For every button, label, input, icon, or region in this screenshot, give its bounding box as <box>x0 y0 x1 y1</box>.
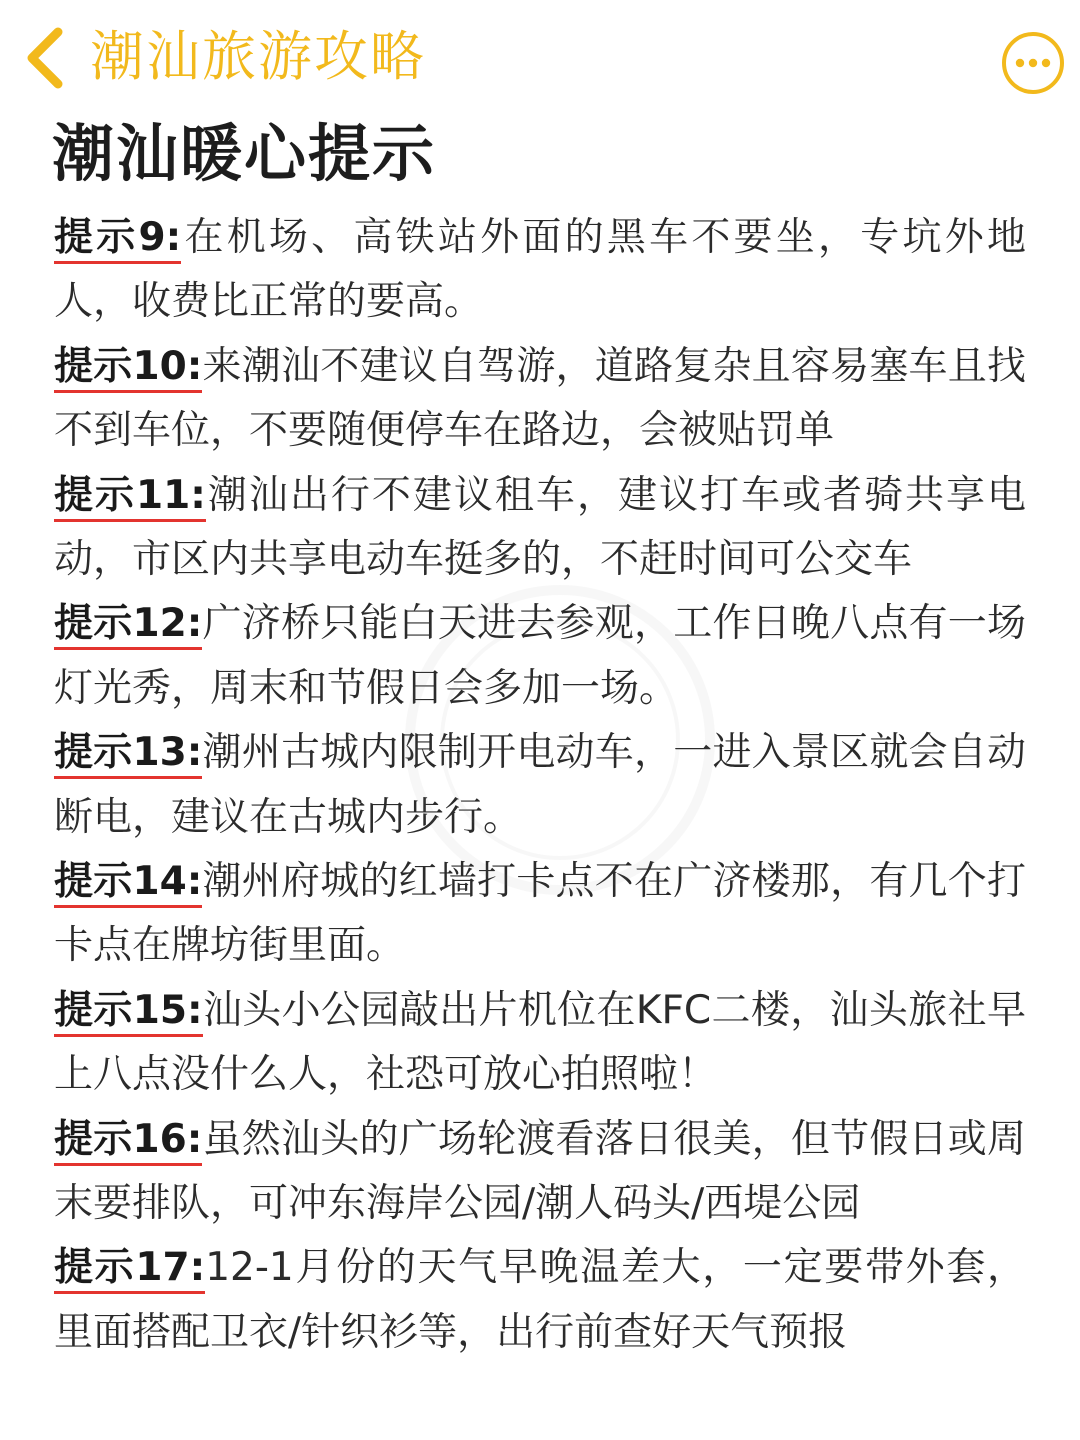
page-title: 潮汕暖心提示 <box>52 117 437 190</box>
tip-item <box>54 721 1026 850</box>
chevron-left-icon[interactable] <box>18 22 70 94</box>
tip-label: 提示11: <box>54 473 206 522</box>
tip-item <box>54 1236 1026 1365</box>
tip-label: 提示17: <box>54 1245 205 1294</box>
tip-text: 潮州府城的红墙打卡点不在广济楼那，有几个打卡点在牌坊街里面。 <box>54 858 1026 969</box>
tip-label: 提示15: <box>54 988 203 1037</box>
tip-item <box>54 1108 1026 1237</box>
header-title: 潮汕旅游攻略 <box>90 25 426 88</box>
tip-label: 提示10: <box>54 344 202 393</box>
tip-label: 提示12: <box>54 601 202 650</box>
more-horizontal-icon[interactable] <box>1000 30 1066 96</box>
tip-text: 来潮汕不建议自驾游，道路复杂且容易塞车且找不到车位，不要随便停车在路边，会被贴罚单 <box>54 343 1026 454</box>
tip-text: 潮汕出行不建议租车，建议打车或者骑共享电动，市区内共享电动车挺多的，不赶时间可公交车 <box>54 472 1026 582</box>
top-bar <box>0 0 1080 115</box>
tip-item <box>54 335 1026 464</box>
tips-list <box>54 206 1026 1365</box>
tip-item <box>54 206 1026 335</box>
tip-label: 提示14: <box>54 859 202 908</box>
tip-label: 提示13: <box>54 730 202 779</box>
tip-text: 在机场、高铁站外面的黑车不要坐，专坑外地人，收费比正常的要高。 <box>54 215 1026 325</box>
tip-item <box>54 592 1026 721</box>
tip-text: 潮州古城内限制开电动车，一进入景区就会自动断电，建议在古城内步行。 <box>54 730 1026 840</box>
tip-text: 12-1月份的天气早晚温差大，一定要带外套，里面搭配卫衣/针织衫等，出行前查好天气预报 <box>54 1245 1026 1355</box>
tip-item <box>54 979 1026 1108</box>
tip-item <box>54 464 1026 593</box>
tip-text: 广济桥只能白天进去参观，工作日晚八点有一场灯光秀，周末和节假日会多加一场。 <box>54 601 1026 711</box>
tip-label: 提示16: <box>54 1117 202 1166</box>
tip-text: 虽然汕头的广场轮渡看落日很美，但节假日或周末要排队，可冲东海岸公园/潮人码头/西堤公园 <box>54 1116 1026 1226</box>
tip-label: 提示9: <box>54 215 181 264</box>
tip-text: 汕头小公园敲出片机位在KFC二楼，汕头旅社早上八点没什么人，社恐可放心拍照啦！ <box>54 987 1026 1098</box>
tip-item <box>54 850 1026 979</box>
